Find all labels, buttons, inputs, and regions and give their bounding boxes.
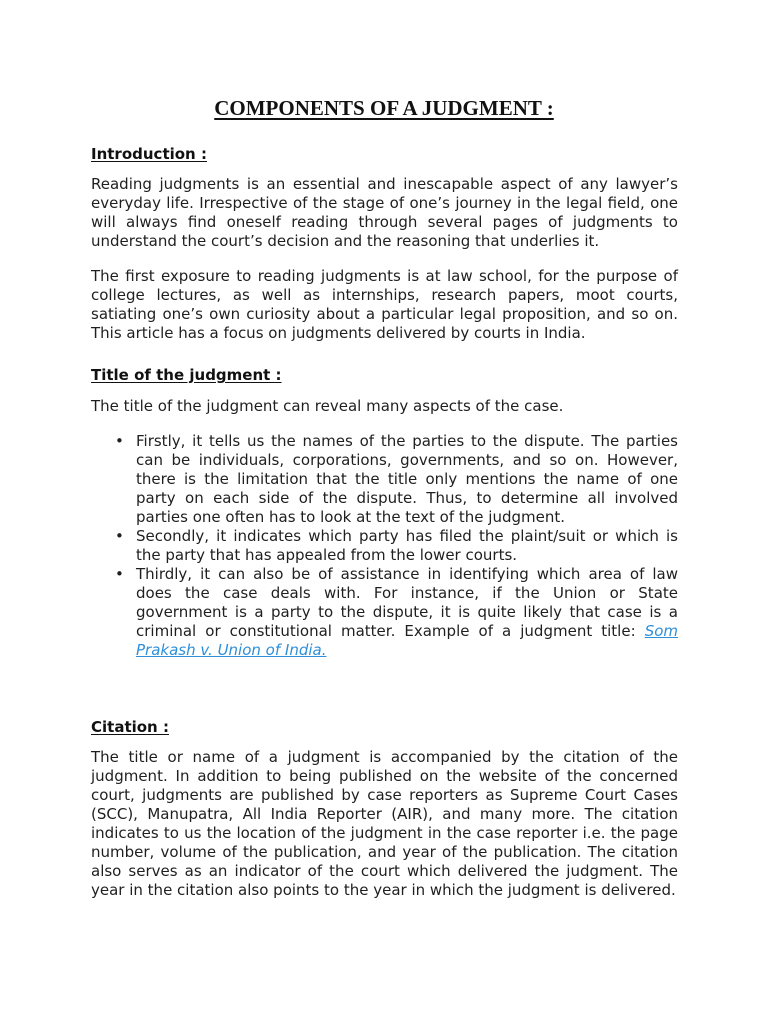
title-of-judgment-intro: The title of the judgment can reveal many aspects of the case.	[91, 397, 564, 415]
introduction-paragraph-2: The first exposure to reading judgments is at law school, for the purpose of college lectures, as well as internships, research papers, moot courts, satiating one’s own curiosity about a particular legal proposition, and so on. This article has a focus on judgments delivered by courts in India.	[91, 267, 678, 342]
case-title-link[interactable]: Som Prakash v. Union of India.	[136, 622, 678, 659]
bullet-item-filing-party	[91, 527, 678, 565]
bullet-point-icon: •	[115, 565, 124, 583]
bullet-item-area-of-law	[91, 565, 678, 660]
bullet-text-filing-party: Secondly, it indicates which party has filed the plaint/suit or which is the party that has appealed from the lower courts.	[136, 527, 678, 564]
bullet-text-parties: Firstly, it tells us the names of the parties to the dispute. The parties can be individuals, corporations, governments, and so on. However, there is the limitation that the title only mentions the name of one party on each side of the dispute. Thus, to determine all involved parties one often has to look at the text of the judgment.	[136, 432, 678, 526]
citation-paragraph: The title or name of a judgment is accompanied by the citation of the judgment. In addition to being published on the website of the concerned court, judgments are published by case reporters as Supreme Court Cases (SCC), Manupatra, All India Reporter (AIR), and many more. The citation indicates to us the location of the judgment in the case reporter i.e. the page number, volume of the publication, and year of the publication. The citation also serves as an indicator of the court which delivered the judgment. The year in the citation also points to the year in which the judgment is delivered.	[91, 748, 678, 899]
bullet-point-icon: •	[115, 432, 124, 450]
title-of-judgment-bullet-list	[91, 432, 678, 660]
bullet-point-icon: •	[115, 527, 124, 545]
bullet-item-parties	[91, 432, 678, 527]
bullet-text-area-of-law: Thirdly, it can also be of assistance in identifying which area of law does the case deals with. For instance, if the Union or State government is a party to the dispute, it is quite likely that case is a criminal or constitutional matter. Example of a judgment title:	[136, 565, 678, 640]
introduction-heading: Introduction :	[91, 145, 207, 163]
introduction-paragraph-1: Reading judgments is an essential and inescapable aspect of any lawyer’s everyday life. Irrespective of the stage of one’s journey in the legal field, one will always find oneself reading through several pages of judgments to understand the court’s decision and the reasoning that underlies it.	[91, 175, 678, 250]
document-title: COMPONENTS OF A JUDGMENT :	[214, 96, 554, 120]
title-of-judgment-heading: Title of the judgment :	[91, 366, 282, 384]
citation-heading: Citation :	[91, 718, 169, 736]
